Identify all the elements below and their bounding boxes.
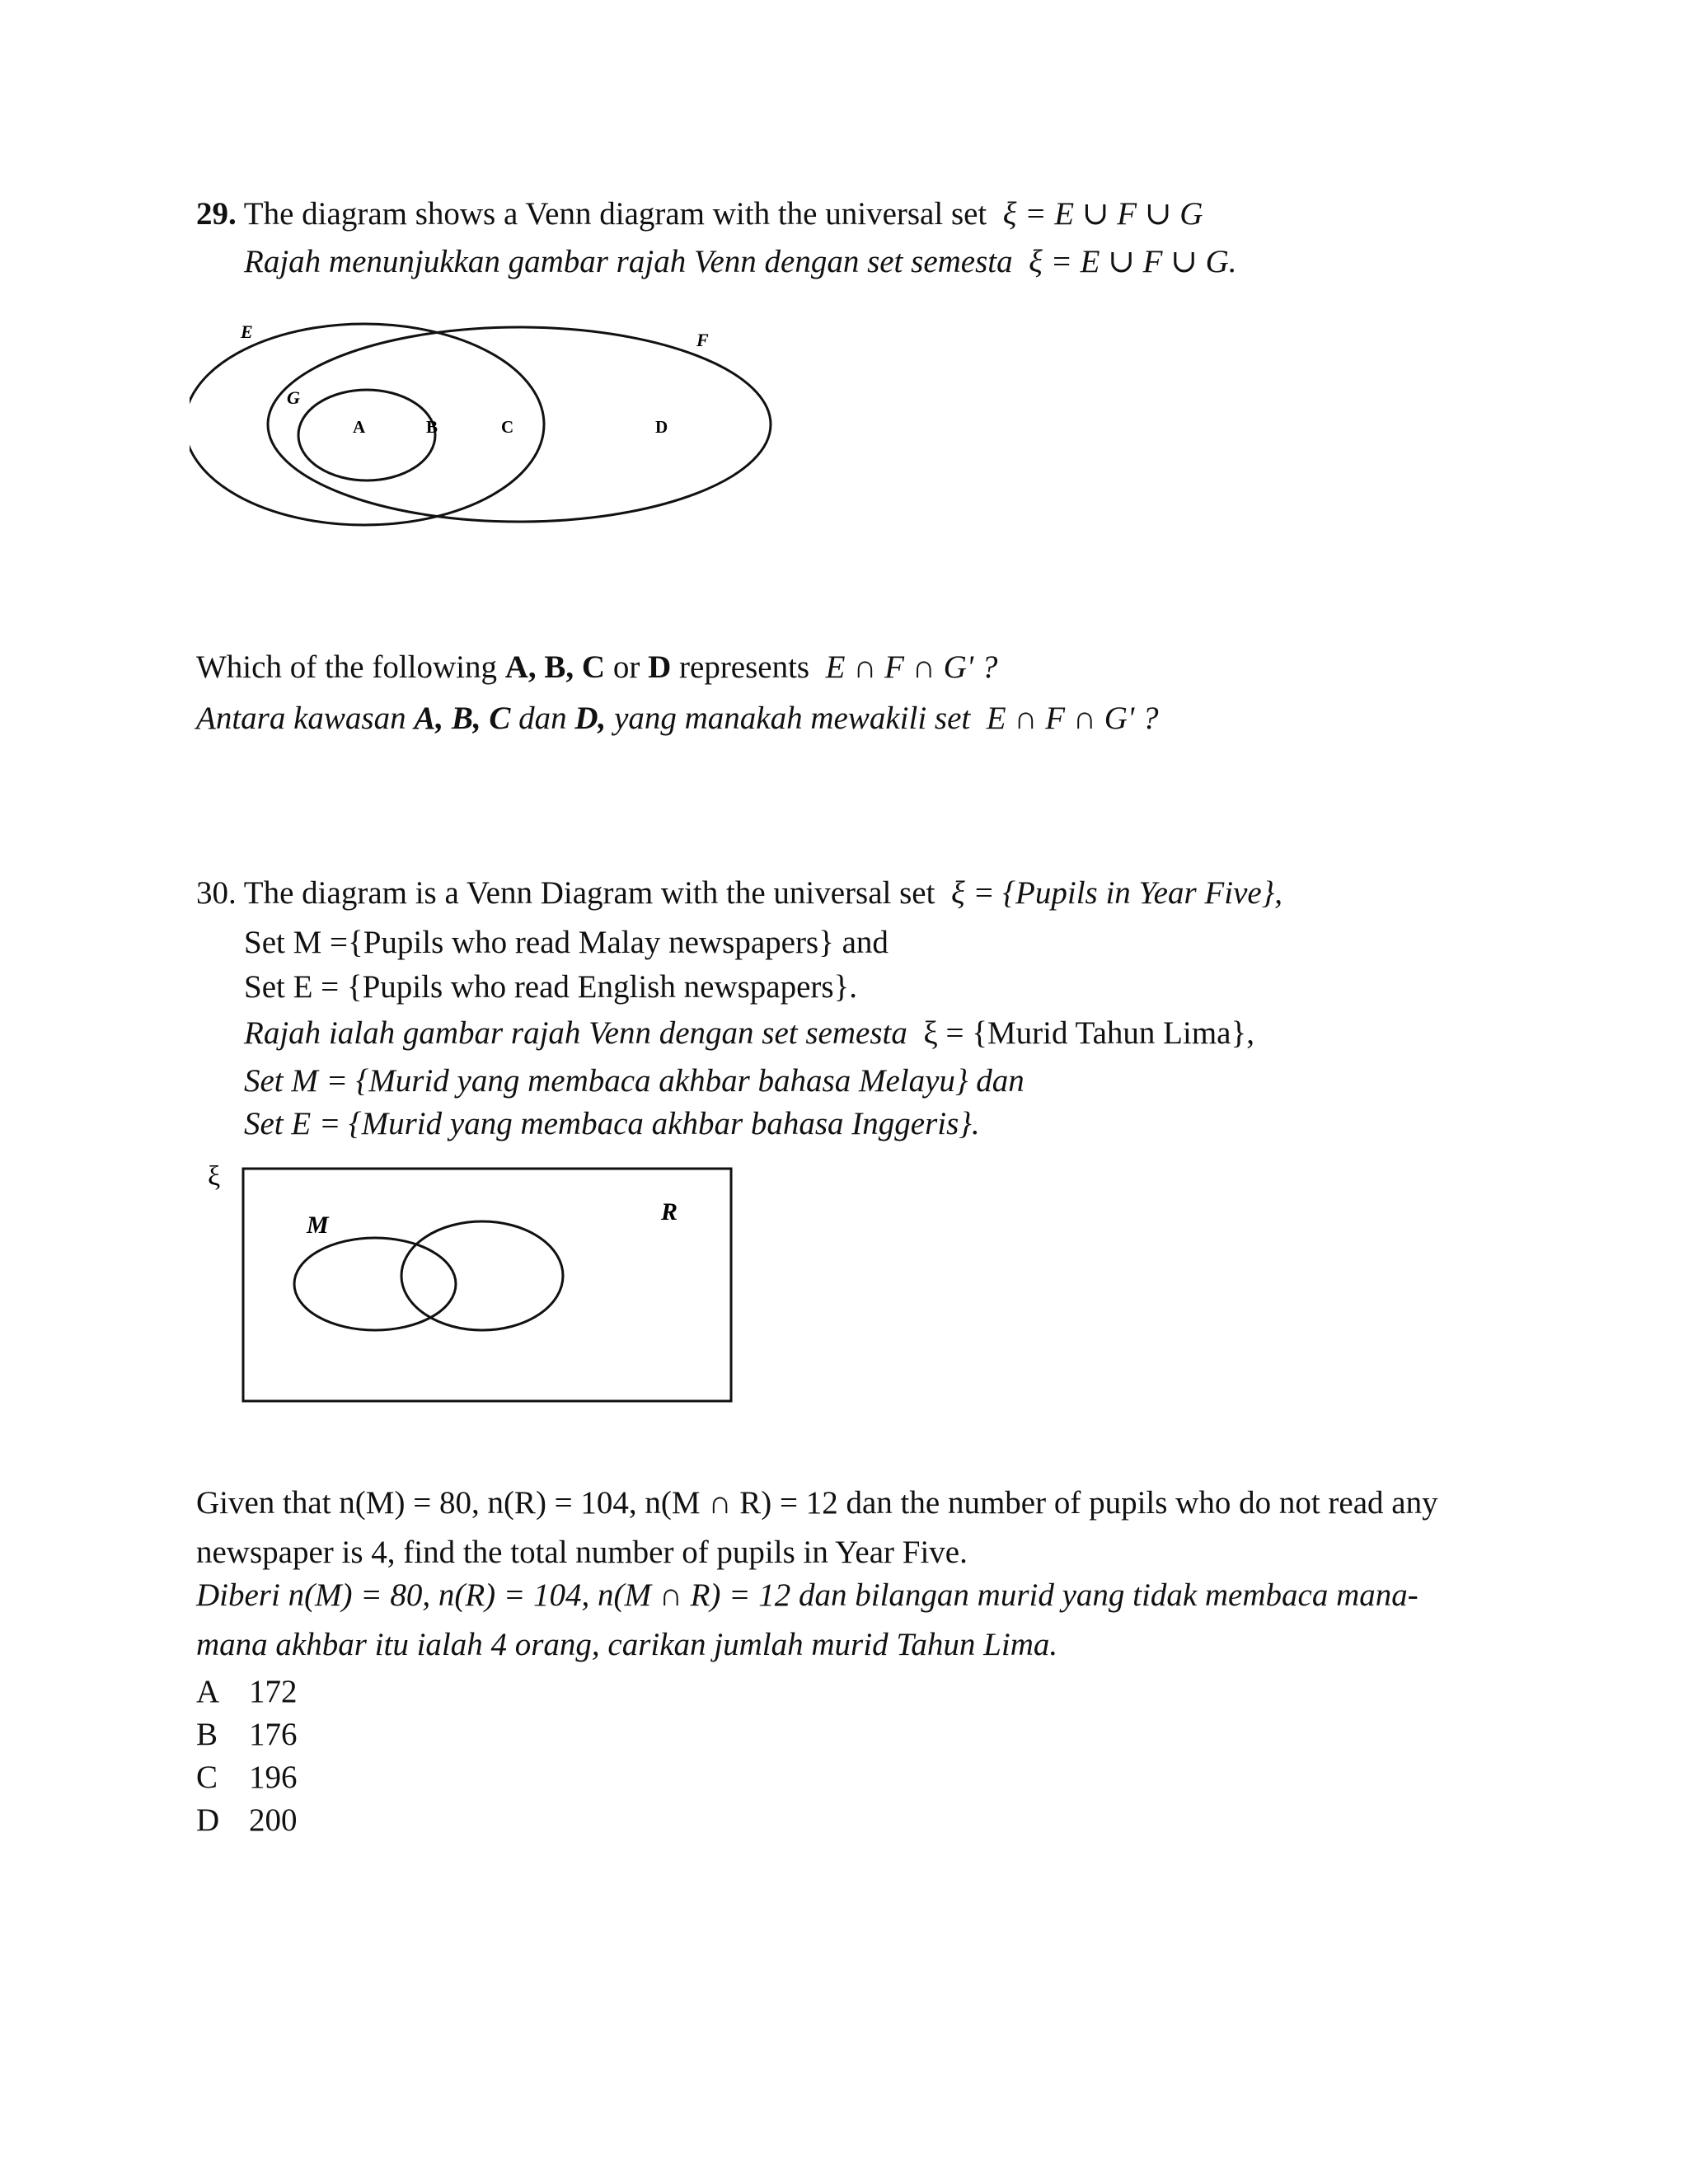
label-m: M — [307, 1212, 329, 1239]
set-f-ellipse — [268, 327, 771, 522]
region-c-label: C — [501, 417, 514, 437]
q30-option-b — [196, 1716, 298, 1753]
label-g: G — [287, 387, 300, 408]
q29-stem-en-text: The diagram shows a Venn diagram with the universal set — [243, 196, 987, 232]
q29-question-my-dan: dan — [518, 701, 567, 736]
option-letter: B — [196, 1717, 218, 1752]
q30-stem-en — [196, 875, 1282, 912]
set-m-ellipse — [294, 1238, 456, 1330]
q29-question-my-pre: Antara kawasan — [196, 701, 406, 736]
option-value: 176 — [249, 1717, 298, 1752]
q29-set-expr-en: ξ = E ∪ F ∪ G — [1002, 196, 1203, 232]
region-d-label: D — [655, 417, 668, 437]
q29-number: 29. — [196, 196, 237, 232]
universal-set-rectangle — [243, 1169, 731, 1401]
q29-stem-my — [244, 244, 1237, 281]
option-value: 172 — [249, 1674, 298, 1709]
q29-question-en — [196, 649, 997, 687]
q29-question-my-opts: A, B, C — [414, 701, 511, 736]
region-a-label: A — [353, 417, 366, 437]
q30-set-e-my: Set E = {Murid yang membaca akhbar bahasa Inggeris}. — [244, 1106, 980, 1141]
option-value: 200 — [249, 1802, 298, 1838]
label-f: F — [696, 330, 709, 350]
q30-set-m-my: Set M = {Murid yang membaca akhbar bahasa Melayu} dan — [244, 1063, 1025, 1099]
q30-given-en-2: newspaper is 4, find the total number of pupils in Year Five. — [196, 1535, 968, 1570]
option-letter: D — [196, 1802, 220, 1838]
q29-question-en-opts: A, B, C — [504, 649, 606, 685]
q29-question-en-pre: Which of the following — [196, 649, 497, 685]
q30-set-e-en: Set E = {Pupils who read English newspapers}. — [244, 969, 858, 1005]
region-b-label: B — [426, 417, 438, 437]
q29-stem-my-text: Rajah menunjukkan gambar rajah Venn dengan set semesta — [244, 244, 1013, 279]
q30-given-my-2: mana akhbar itu ialah 4 orang, carikan jumlah murid Tahun Lima. — [196, 1627, 1058, 1662]
option-letter: A — [196, 1674, 220, 1709]
q29-question-my-d: D, — [574, 701, 607, 736]
q30-option-d — [196, 1802, 298, 1839]
q29-set-expr-my: ξ = E ∪ F ∪ G. — [1029, 244, 1237, 279]
label-e: E — [241, 321, 253, 342]
q30-set-m-en: Set M ={Pupils who read Malay newspapers} and — [244, 925, 889, 960]
q30-given-en-1: Given that n(M) = 80, n(R) = 104, n(M ∩ R) = 12 dan the number of pupils who do not read any — [196, 1485, 1438, 1521]
set-e-ellipse — [190, 324, 544, 525]
q29-question-en-or: or — [612, 649, 640, 685]
option-value: 196 — [249, 1760, 298, 1795]
set-r-ellipse — [401, 1221, 563, 1330]
q29-question-en-d: D — [648, 649, 672, 685]
q30-stem-my-text: Rajah ialah gambar rajah Venn dengan set semesta — [244, 1015, 907, 1051]
q30-universal-my: ξ = {Murid Tahun Lima}, — [923, 1015, 1254, 1051]
q30-venn-diagram — [198, 1154, 742, 1409]
q29-question-my — [196, 701, 1158, 738]
q30-given-my-1: Diberi n(M) = 80, n(R) = 104, n(M ∩ R) = 12 dan bilangan murid yang tidak membaca mana- — [196, 1577, 1418, 1613]
q30-stem-en-text: The diagram is a Venn Diagram with the universal set — [243, 875, 935, 911]
q29-question-my-expr: E ∩ F ∩ G' ? — [986, 701, 1159, 736]
q30-universal-en: ξ = {Pupils in Year Five}, — [950, 875, 1283, 911]
q29-question-my-post: yang manakah mewakili set — [614, 701, 971, 736]
q30-option-c — [196, 1759, 298, 1796]
q29-venn-diagram — [190, 313, 816, 536]
q30-option-a — [196, 1673, 298, 1710]
label-r: R — [661, 1198, 678, 1226]
q29-stem-en — [196, 196, 1203, 233]
universal-symbol: ξ — [208, 1161, 221, 1192]
option-letter: C — [196, 1760, 218, 1795]
q29-question-en-expr: E ∩ F ∩ G' ? — [825, 649, 998, 685]
set-g-ellipse — [298, 390, 435, 480]
q29-question-en-post: represents — [679, 649, 810, 685]
q30-number: 30. — [196, 875, 237, 911]
q30-stem-my — [244, 1015, 1254, 1052]
